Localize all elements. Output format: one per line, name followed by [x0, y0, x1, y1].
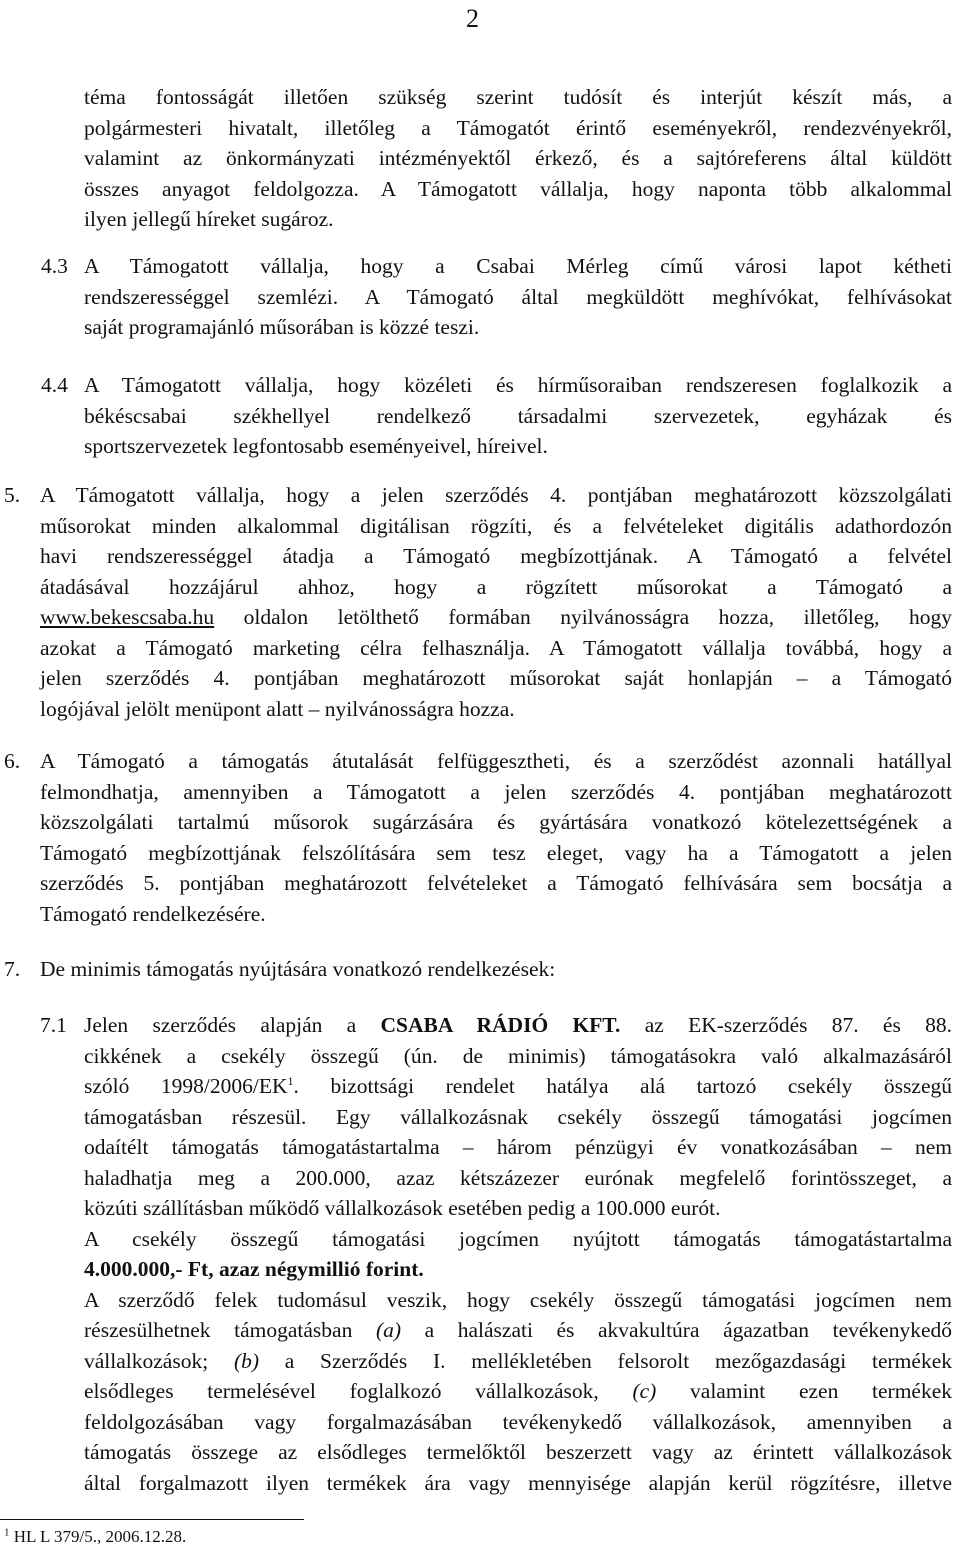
section-number-5: 5.: [4, 483, 21, 507]
section-7-heading: [40, 954, 952, 985]
footnote-divider: [0, 1519, 304, 1520]
text-line: Támogató rendelkezésére.: [40, 901, 266, 926]
text-line: támogatás összege az elsődleges termelőktől beszerzett vagy az érintett vállalkozások: [84, 1440, 952, 1464]
text-line: feldolgozásában vagy forgalmazásában tevékenykedő vállalkozások, amennyiben a: [84, 1409, 952, 1434]
page-number: 2: [466, 4, 479, 33]
text-line: által forgalmazott ilyen termékek ára vagy mennyisége alapján kerül rögzítésre, illetve: [84, 1470, 952, 1495]
text-line: támogatásban részesül. Egy vállalkozásnak csekély összegű támogatási jogcímen: [84, 1104, 952, 1129]
text-line: műsorokat minden alkalommal digitálisan rögzíti, és a felvételeket digitális adathordozón: [40, 513, 952, 538]
text-line: közszolgálati tartalmú műsorok sugárzására és gyártására vonatkozó kötelezettségének a: [40, 810, 952, 834]
text-line: havi rendszerességgel átadja a Támogató megbízottjának. A Támogató a felvétel: [40, 544, 952, 568]
text-line: összes anyagot feldolgozza. A Támogatott vállalja, hogy naponta több alkalommal: [84, 176, 952, 201]
text-line: www.bekescsaba.hu oldalon letölthető formában nyilvánosságra hozza, illetőleg, hogy: [40, 605, 952, 629]
text-line: részesülhetnek támogatásban (a) a halászati és akvakultúra ágazatban tevékenykedő: [84, 1318, 952, 1342]
section-5: [40, 480, 952, 724]
text-line: odaítélt támogatás támogatástartalma – három pénzügyi év vonatkozásában – nem: [84, 1135, 952, 1159]
text-line: haladhatja meg a 200.000, azaz kétszázezer eurónak megfelelő forintösszeget, a: [84, 1165, 952, 1190]
footnote-mark: 1: [4, 1526, 10, 1539]
text-line: valamint az önkormányzati intézményektől érkező, és a sajtóreferens által küldött: [84, 146, 952, 170]
footnote-ref: 1: [287, 1073, 294, 1088]
section-7-1: [84, 1010, 952, 1498]
section-number-4-3: 4.3: [41, 254, 68, 278]
text-line: téma fontosságát illetően szükség szerint tudósít és interjút készít más, a: [84, 85, 952, 109]
text-line: saját programajánló műsorában is közzé teszi.: [84, 315, 480, 339]
footnote: [4, 1527, 186, 1547]
text-line: szóló $1998/2006/EK^1$. bizottsági rendelet hatálya alá tartozó csekély összegű: [84, 1073, 952, 1098]
text-line: cikkének a csekély összegű (ún. de minimis) támogatásokra való alkalmazásáról: [84, 1043, 952, 1068]
text-line: polgármesteri hivatalt, illetőleg a Támogatót érintő eseményekről, rendezvényekről,: [84, 115, 952, 140]
text-line: A szerződő felek tudomásul veszik, hogy csekély összegű támogatási jogcímen nem: [84, 1287, 952, 1312]
text-line: A Támogatott vállalja, hogy a Csabai Mérleg című városi lapot kétheti: [84, 254, 952, 278]
section-number-7: 7.: [4, 957, 21, 981]
text-line: A Támogatott vállalja, hogy a jelen szerződés 4. pontjában meghatározott közszolgálati: [40, 483, 952, 507]
support-amount: 4.000.000,- Ft, azaz négymillió forint.: [84, 1257, 424, 1281]
section-4-3: [84, 251, 952, 343]
text-line: békéscsabai székhellyel rendelkező társadalmi szervezetek, egyházak és: [84, 403, 952, 428]
section-4-4: [84, 370, 952, 462]
text-line: közúti szállításban működő vállalkozások esetében pedig a 100.000 eurót.: [84, 1196, 721, 1220]
text-line: jelen szerződés 4. pontjában meghatározott műsorokat saját honlapján – a Támogató: [40, 666, 952, 690]
text-line: felmondhatja, amennyiben a Támogatott a jelen szerződés 4. pontjában meghatározott: [40, 779, 952, 804]
section-6: [40, 746, 952, 929]
section-number-4-4: 4.4: [41, 373, 68, 397]
text-line: A csekély összegű támogatási jogcímen nyújtott támogatás támogatástartalma: [84, 1226, 952, 1251]
text-line: szerződés 5. pontjában meghatározott felvételeket a Támogató felhívására sem bocsátja a: [40, 871, 952, 895]
company-name: CSABA RÁDIÓ KFT.: [380, 1013, 621, 1037]
section-number-7-1: 7.1: [40, 1013, 67, 1037]
section-heading: De minimis támogatás nyújtására vonatkozó rendelkezések:: [40, 957, 556, 981]
text-line: átadásával hozzájárul ahhoz, hogy a rögzített műsorokat a Támogató a: [40, 574, 952, 599]
intro-paragraph: [84, 82, 952, 235]
text-line: elsődleges termelésével foglalkozó vállalkozások, (c) valamint ezen termékek: [84, 1379, 952, 1403]
text-line: vállalkozások; (b) a Szerződés I. mellékletében felsorolt mezőgazdasági termékek: [84, 1348, 952, 1373]
text-line: logójával jelölt menüpont alatt – nyilvánosságra hozza.: [40, 696, 515, 721]
text-line: rendszerességgel szemlézi. A Támogató által megküldött meghívókat, felhívásokat: [84, 284, 952, 309]
text-line: sportszervezetek legfontosabb eseményeivel, híreivel.: [84, 434, 548, 458]
section-number-6: 6.: [4, 749, 21, 773]
text-line: A Támogatott vállalja, hogy közéleti és hírműsoraiban rendszeresen foglalkozik a: [84, 373, 952, 397]
text-line: ilyen jellegű híreket sugároz.: [84, 207, 334, 231]
text-line: Támogató megbízottjának felszólítására sem tesz eleget, vagy ha a Támogatott a jelen: [40, 840, 952, 865]
website-link[interactable]: www.bekescsaba.hu: [40, 605, 215, 629]
footnote-text: HL L 379/5., 2006.12.28.: [9, 1527, 187, 1546]
text-line: Jelen szerződés alapján a CSABA RÁDIÓ KFT. az EK-szerződés 87. és 88.: [84, 1013, 953, 1037]
text-line: azokat a Támogató marketing célra felhasználja. A Támogatott vállalja továbbá, hogy a: [40, 635, 952, 660]
text-line: A Támogató a támogatás átutalását felfüggesztheti, és a szerződést azonnali hatállyal: [40, 749, 952, 773]
